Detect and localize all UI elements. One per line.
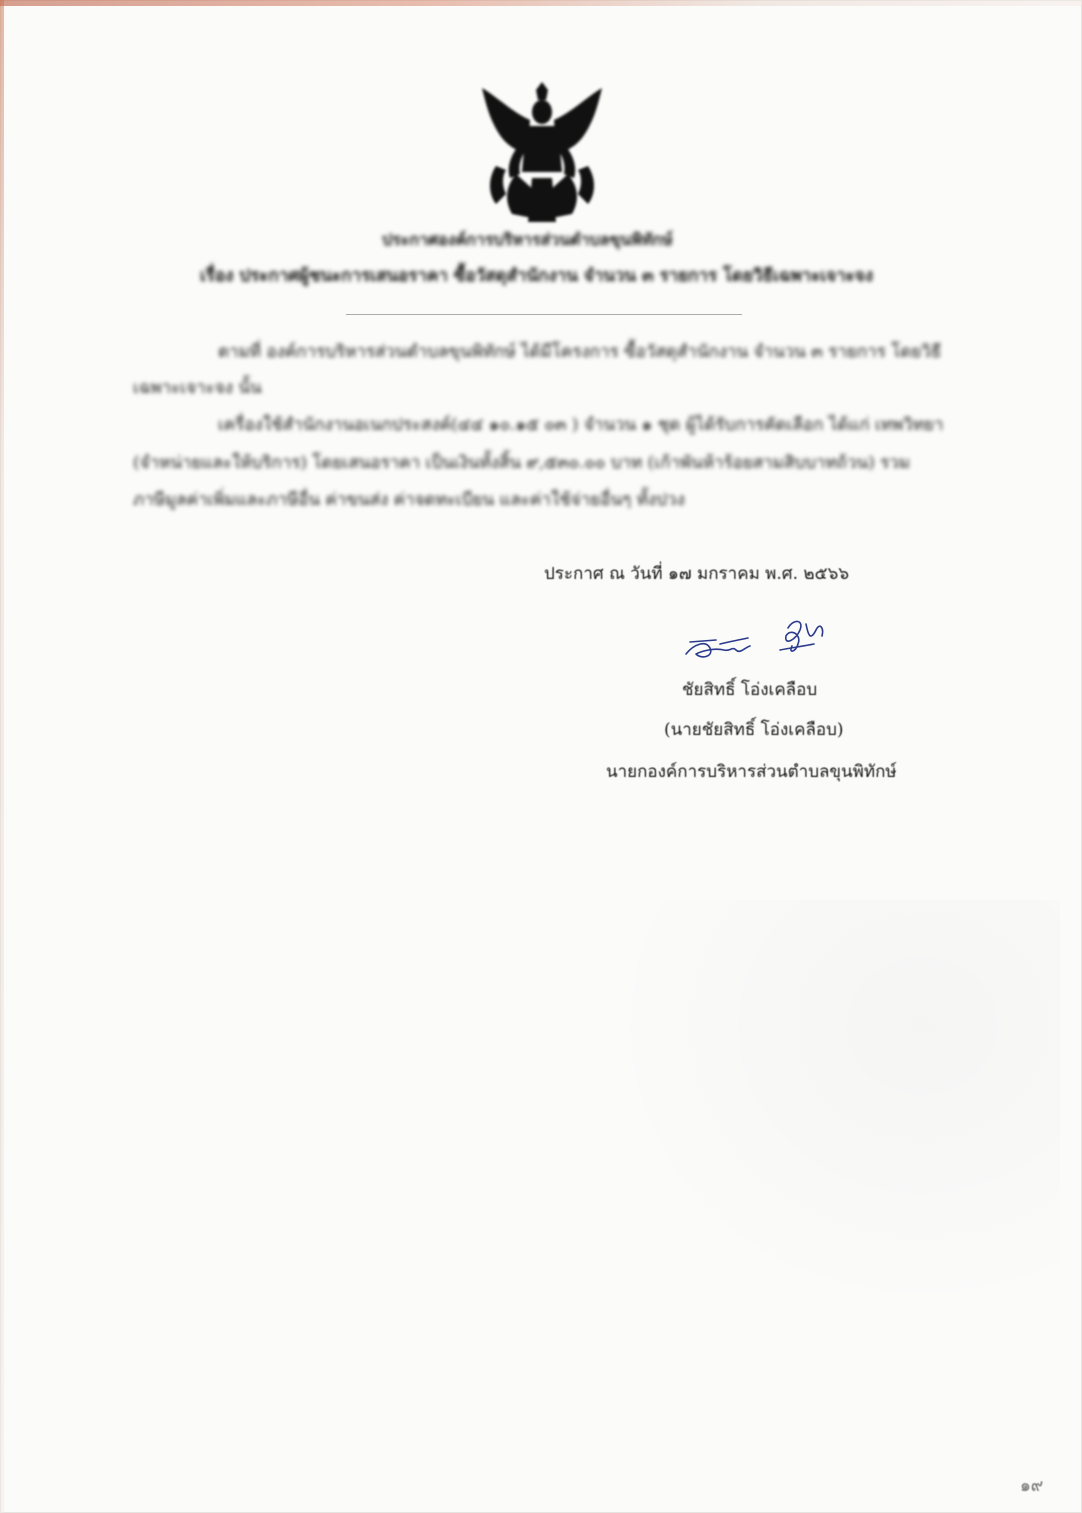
- handwritten-signature: [680, 614, 840, 664]
- paper-shadow: [600, 900, 1060, 1320]
- announcement-title: ประกาศองค์การบริหารส่วนตำบลขุนพิทักษ์: [382, 230, 673, 249]
- announcement-subject: เรื่อง ประกาศผู้ชนะการเสนอราคา ซื้อวัสดุสำนักงาน จำนวน ๓ รายการ โดยวิธีเฉพาะเจาะจง: [200, 266, 874, 286]
- signatory-full-name: (นายชัยสิทธิ์ โอ่งเคลือบ): [664, 720, 844, 740]
- paragraph-1-line-1: ตามที่ องค์การบริหารส่วนตำบลขุนพิทักษ์ ได้มีโครงการ ซื้อวัสดุสำนักงาน จำนวน ๓ รายการ โดยวิธี: [218, 342, 942, 362]
- title-divider: [346, 314, 742, 315]
- paper-edge-left: [0, 0, 4, 1513]
- signatory-position: นายกองค์การบริหารส่วนตำบลขุนพิทักษ์: [606, 762, 897, 782]
- garuda-emblem-icon: [476, 82, 608, 224]
- paragraph-2-line-2: (จำหน่ายและให้บริการ) โดยเสนอราคา เป็นเงินทั้งสิ้น ๙,๕๓๐.๐๐ บาท (เก้าพันห้าร้อยสามสิบบาทถ้วน) รวม: [133, 453, 911, 473]
- paragraph-2-line-1: เครื่องใช้สำนักงานอเนกประสงค์(๔๔ ๑๐.๑๕ ๐๓ ) จำนวน ๑ ชุด ผู้ได้รับการคัดเลือก ได้แก่ เทพวิทยา: [218, 415, 944, 435]
- paragraph-1-line-2: เฉพาะเจาะจง นั้น: [133, 378, 262, 398]
- announcement-date: ประกาศ ณ วันที่ ๑๗ มกราคม พ.ศ. ๒๕๖๖: [544, 564, 850, 584]
- paper-edge-top: [0, 0, 1082, 6]
- signatory-name: ชัยสิทธิ์ โอ่งเคลือบ: [682, 680, 818, 700]
- paragraph-2-line-3: ภาษีมูลค่าเพิ่มและภาษีอื่น ค่าขนส่ง ค่าจดทะเบียน และค่าใช้จ่ายอื่นๆ ทั้งปวง: [133, 490, 685, 510]
- page-number: ๑๙: [1020, 1476, 1044, 1496]
